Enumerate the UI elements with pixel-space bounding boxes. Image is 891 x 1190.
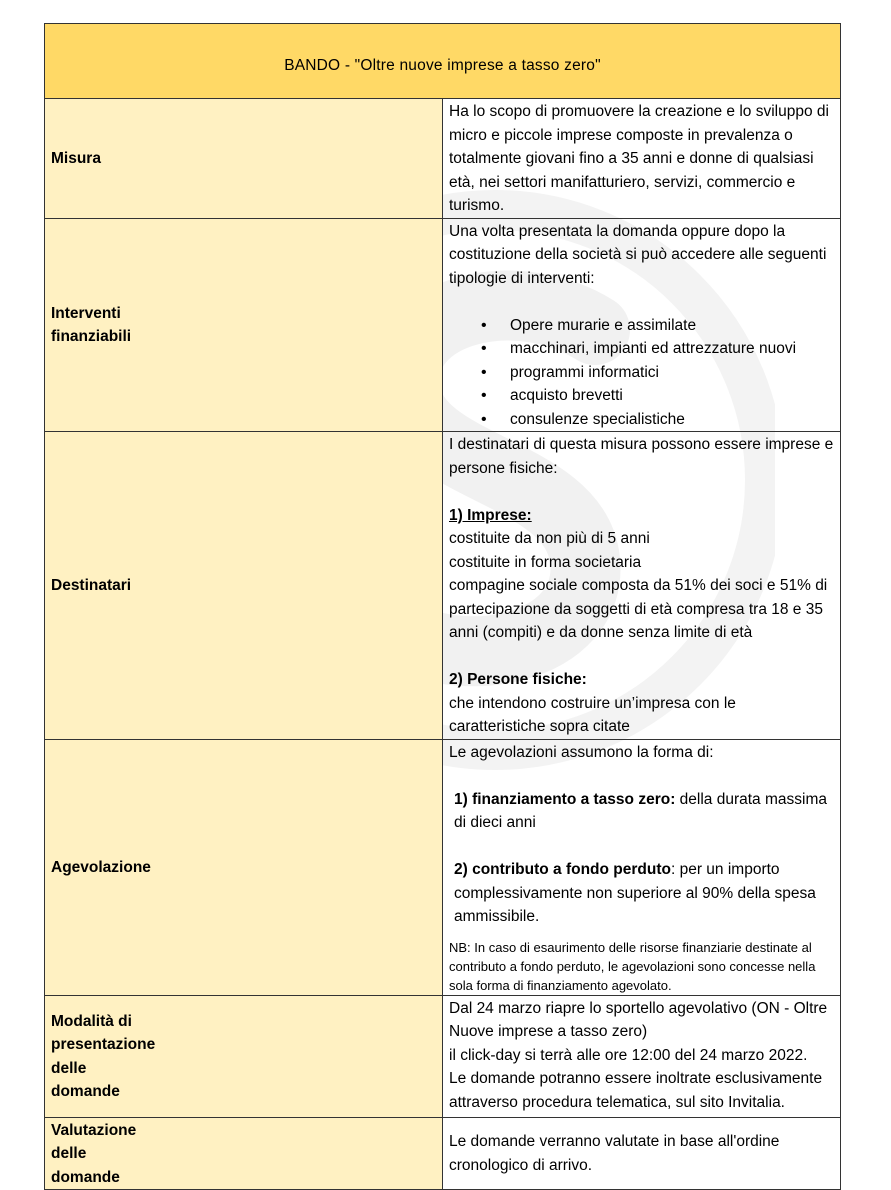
imprese-heading: 1) Imprese: xyxy=(449,506,532,524)
row-destinatari xyxy=(45,432,841,740)
imprese-line: compagine sociale composta da 51% dei soci e 51% di partecipazione da soggetti di età compresa tra 18 e 35 anni (compiti) e da donne senza limite di età xyxy=(449,577,828,641)
imprese-line: costituite da non più di 5 anni xyxy=(449,530,650,547)
row-agevolazione xyxy=(45,739,841,995)
label-modalita xyxy=(45,995,443,1117)
interventi-list xyxy=(449,314,834,432)
list-item: • Opere murarie e assimilate xyxy=(449,314,834,338)
agevolazione-item2 xyxy=(449,858,834,929)
page-title: BANDO - "Oltre nuove imprese a tasso zero" xyxy=(45,24,841,99)
modalita-line: il click-day si terrà alle ore 12:00 del 24 marzo 2022. xyxy=(449,1046,808,1064)
content-misura xyxy=(443,99,841,219)
row-valutazione xyxy=(45,1117,841,1190)
list-item: • acquisto brevetti xyxy=(449,384,834,408)
label-modalita-line: presentazione xyxy=(51,1036,156,1053)
persone-heading: 2) Persone fisiche: xyxy=(449,671,587,688)
persone-text: che intendono costruire un’impresa con le caratteristiche sopra citate xyxy=(449,694,736,735)
label-valutazione-line: delle xyxy=(51,1145,87,1162)
item1-text: della durata massima di dieci anni xyxy=(454,790,827,831)
label-agevolazione: Agevolazione xyxy=(45,739,443,995)
valutazione-text: Le domande verranno valutate in base all'ordine cronologico di arrivo. xyxy=(449,1133,780,1174)
misura-text: Ha lo scopo di promuovere la creazione e lo sviluppo di micro e piccole imprese composte in prevalenza o totalmente giovani fino a 35 anni e donne di qualsiasi età, nei settori manifatturiero, servizi, commercio e turismo. xyxy=(449,103,829,214)
item2-text: : per un importo complessivamente non superiore al 90% della spesa ammissibile. xyxy=(454,861,816,925)
list-item: • macchinari, impianti ed attrezzature nuovi xyxy=(449,337,834,361)
destinatari-intro: I destinatari di questa misura possono essere imprese e persone fisiche: xyxy=(449,436,834,477)
modalita-line: Le domande potranno essere inoltrate esclusivamente attraverso procedura telematica, sul sito Invitalia. xyxy=(449,1070,823,1111)
agevolazione-item1 xyxy=(449,788,834,835)
item2-bold: 2) contributo a fondo perduto xyxy=(454,861,671,878)
label-valutazione xyxy=(45,1117,443,1190)
title-row xyxy=(45,24,841,99)
label-interventi xyxy=(45,218,443,432)
row-misura xyxy=(45,99,841,219)
label-interventi-line1: Interventi xyxy=(51,304,121,322)
agevolazione-intro: Le agevolazioni assumono la forma di: xyxy=(449,743,714,761)
agevolazione-note: NB: In caso di esaurimento delle risorse finanziarie destinate al contributo a fondo perduto, le agevolazioni sono concesse nella sola forma di finanziamento agevolato. xyxy=(449,939,816,993)
label-interventi-line2: finanziabili xyxy=(51,328,132,346)
content-modalita xyxy=(443,995,841,1117)
interventi-intro: Una volta presentata la domanda oppure dopo la costituzione della società si può accedere alle seguenti tipologie di interventi: xyxy=(449,222,827,287)
list-item: • programmi informatici xyxy=(449,361,834,385)
modalita-line: Dal 24 marzo riapre lo sportello agevolativo (ON - Oltre Nuove imprese a tasso zero) xyxy=(449,999,828,1040)
content-destinatari xyxy=(443,432,841,740)
label-destinatari: Destinatari xyxy=(45,432,443,740)
bando-table xyxy=(44,23,841,1190)
row-interventi xyxy=(45,218,841,432)
label-modalita-line: delle xyxy=(51,1059,87,1077)
label-modalita-line: domande xyxy=(51,1083,120,1100)
label-valutazione-line: Valutazione xyxy=(51,1121,137,1139)
content-valutazione xyxy=(443,1117,841,1190)
content-interventi xyxy=(443,218,841,432)
list-item: • consulenze specialistiche xyxy=(449,408,834,432)
label-valutazione-line: domande xyxy=(51,1168,120,1186)
item1-bold: 1) finanziamento a tasso zero: xyxy=(454,790,676,808)
label-modalita-line: Modalità di xyxy=(51,1012,132,1030)
label-misura: Misura xyxy=(45,99,443,219)
imprese-line: costituite in forma societaria xyxy=(449,553,642,571)
row-modalita xyxy=(45,995,841,1117)
content-agevolazione xyxy=(443,739,841,995)
